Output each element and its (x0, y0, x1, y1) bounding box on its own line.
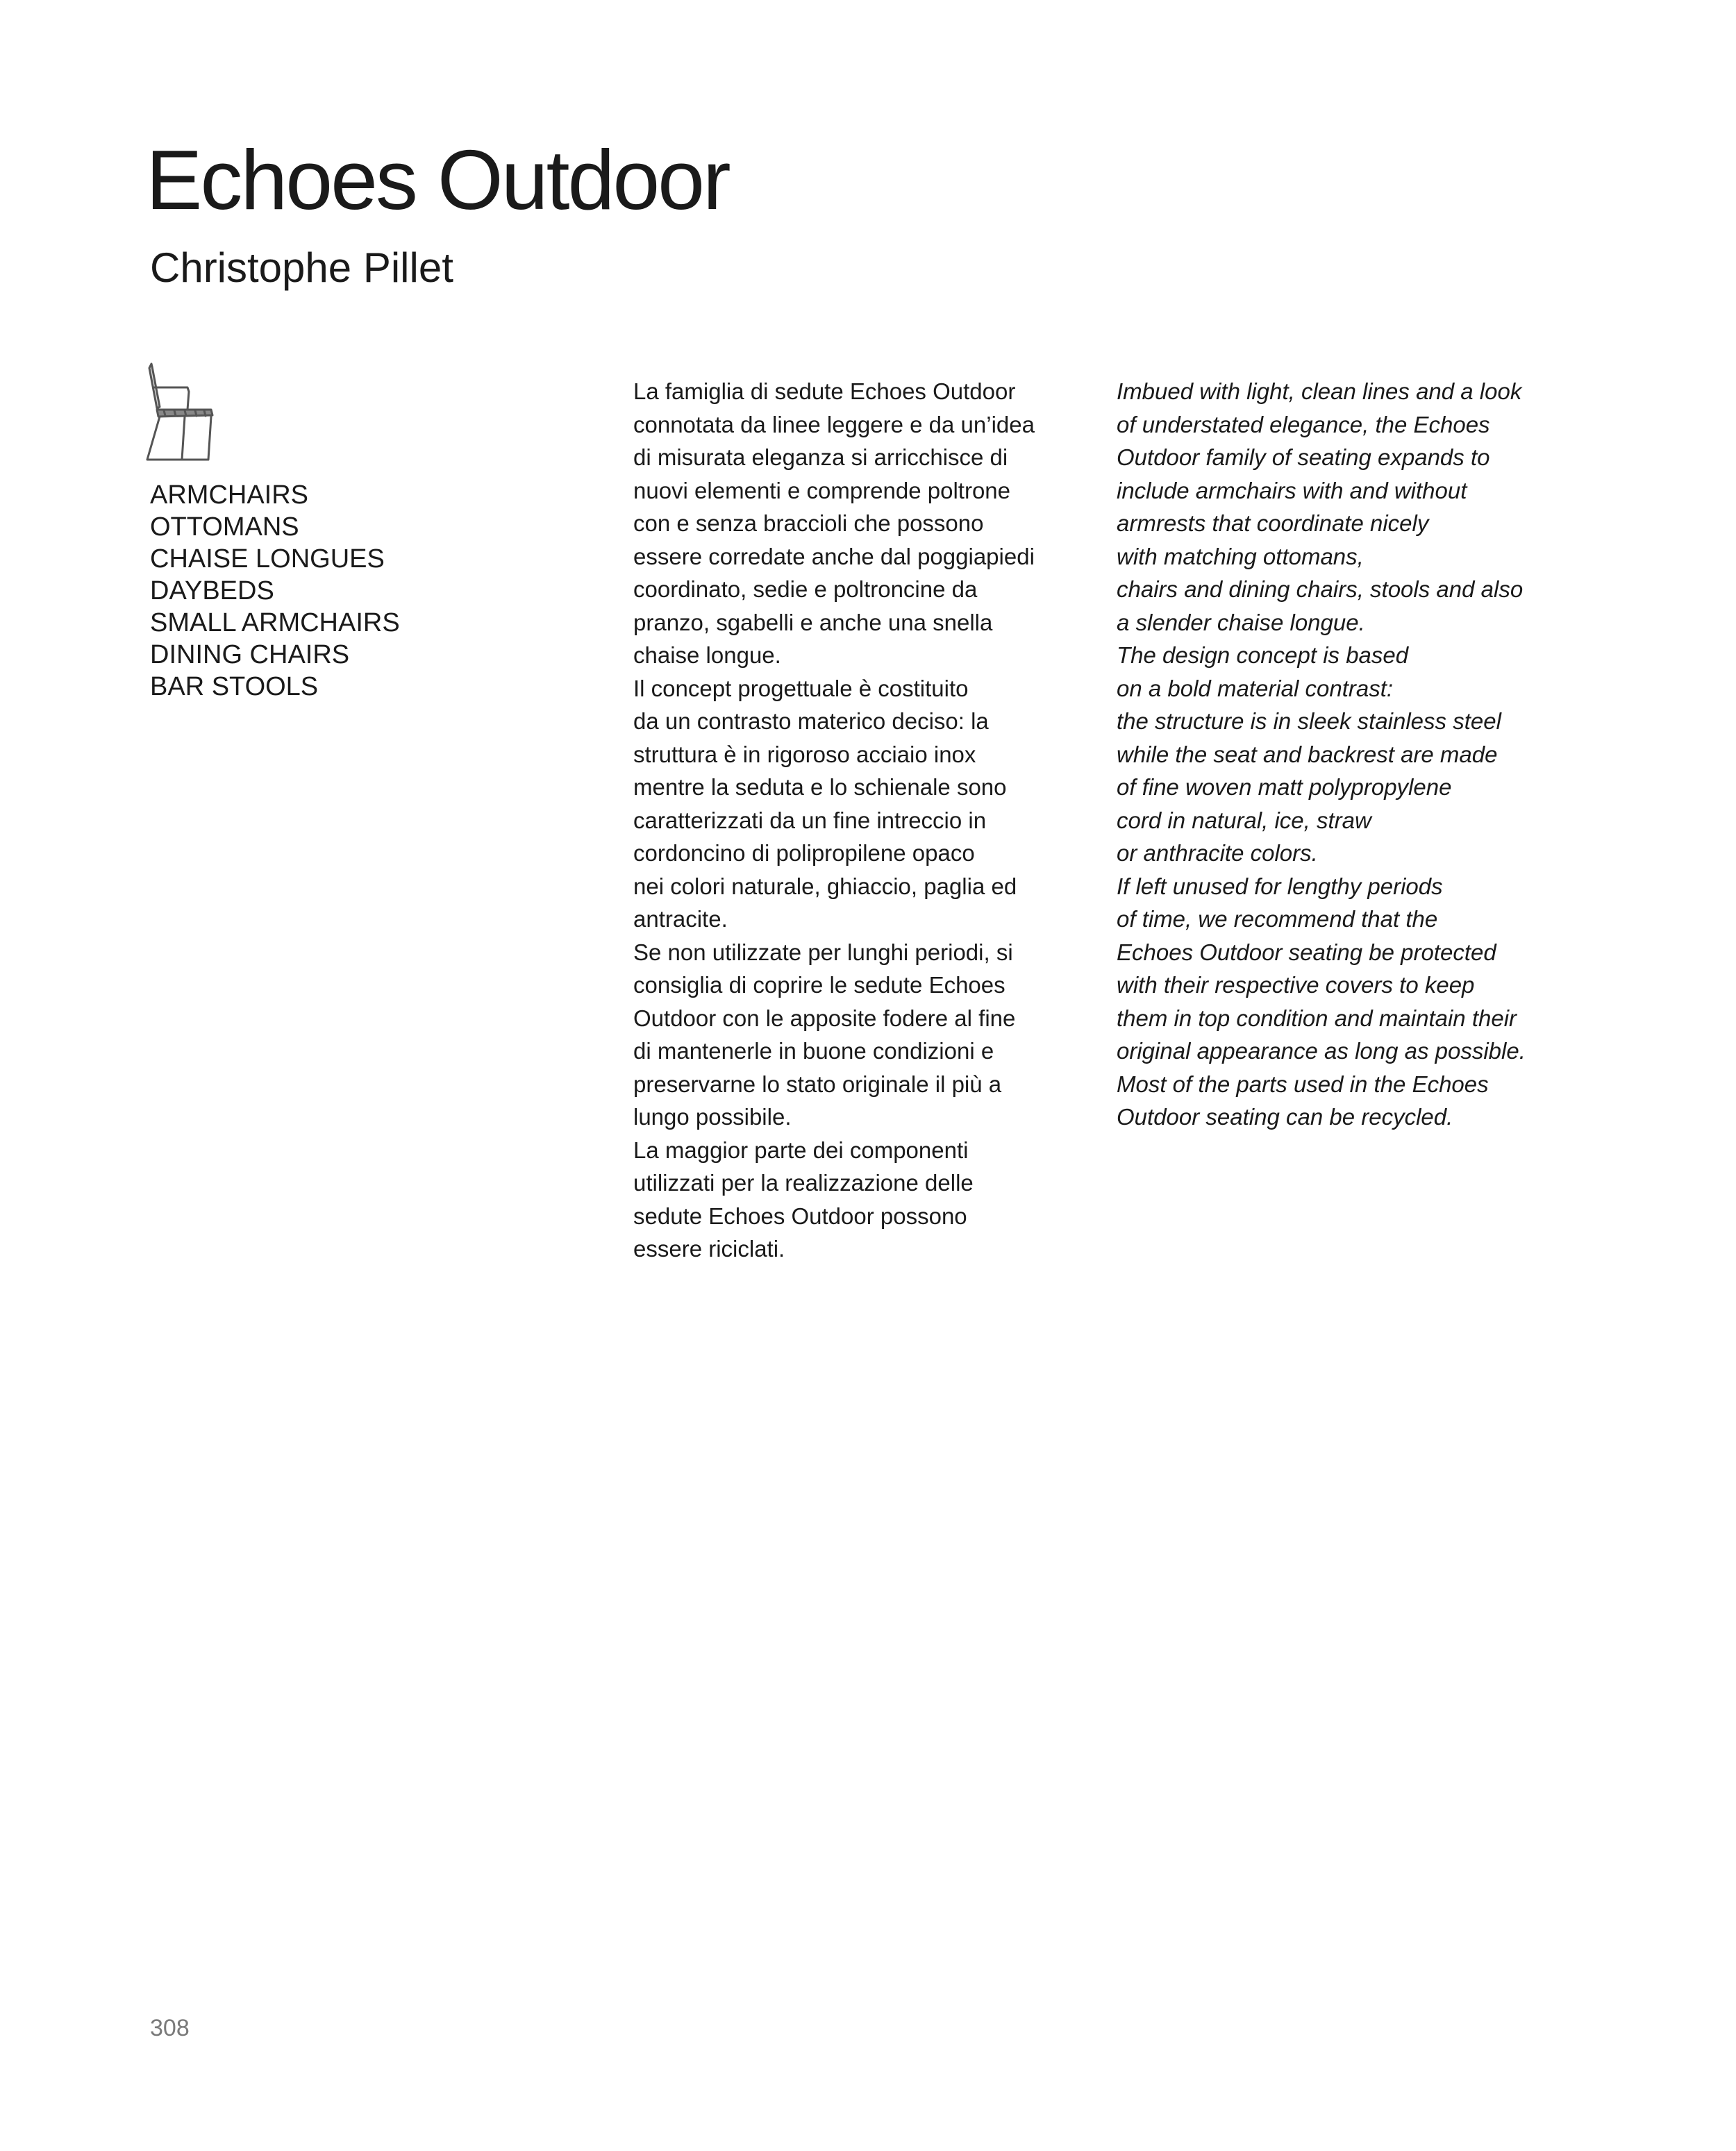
text-line: or anthracite colors. (1117, 840, 1318, 866)
text-line: con e senza braccioli che possono (633, 510, 984, 536)
category-daybeds: DAYBEDS (150, 576, 274, 605)
text-line: original appearance as long as possible. (1117, 1038, 1526, 1064)
category-armchairs: ARMCHAIRS (150, 480, 309, 510)
category-chaise-longues: CHAISE LONGUES (150, 544, 385, 574)
text-line: di mantenerle in buone condizioni e (633, 1038, 994, 1064)
page-number: 308 (150, 2015, 190, 2041)
text-line: mentre la seduta e lo schienale sono (633, 774, 1007, 800)
text-line: Outdoor seating can be recycled. (1117, 1104, 1453, 1130)
category-list (150, 479, 400, 703)
text-line: chaise longue. (633, 642, 781, 668)
text-line: armrests that coordinate nicely (1117, 510, 1429, 536)
category-dining-chairs: DINING CHAIRS (150, 640, 350, 669)
text-line: with their respective covers to keep (1117, 972, 1475, 998)
text-line: Imbued with light, clean lines and a look (1117, 378, 1522, 404)
page-title: Echoes Outdoor (146, 133, 729, 227)
text-line: while the seat and backrest are made (1117, 741, 1498, 767)
text-line: consiglia di coprire le sedute Echoes (633, 972, 1005, 998)
text-line: La maggior parte dei componenti (633, 1137, 969, 1163)
text-line: sedute Echoes Outdoor possono (633, 1203, 967, 1229)
text-line: nei colori naturale, ghiaccio, paglia ed (633, 873, 1017, 899)
italian-description (633, 375, 1035, 1266)
text-line: da un contrasto materico deciso: la (633, 708, 989, 734)
category-ottomans: OTTOMANS (150, 512, 299, 542)
text-line: connotata da linee leggere e da un’idea (633, 411, 1035, 437)
text-line: caratterizzati da un fine intreccio in (633, 807, 987, 833)
text-line: If left unused for lengthy periods (1117, 873, 1443, 899)
text-line: Outdoor con le apposite fodere al fine (633, 1005, 1016, 1031)
text-line: coordinato, sedie e poltroncine da (633, 576, 978, 602)
text-line: with matching ottomans, (1117, 543, 1364, 569)
text-line: Il concept progettuale è costituito (633, 675, 969, 701)
text-line: them in top condition and maintain their (1117, 1005, 1517, 1031)
text-line: antracite. (633, 906, 728, 932)
text-line: pranzo, sgabelli e anche una snella (633, 609, 993, 635)
text-line: essere corredate anche dal poggiapiedi (633, 543, 1035, 569)
text-line: struttura è in rigoroso acciaio inox (633, 741, 976, 767)
text-line: the structure is in sleek stainless steel (1117, 708, 1501, 734)
text-line: preservarne lo stato originale il più a (633, 1071, 1002, 1097)
category-small-armchairs: SMALL ARMCHAIRS (150, 608, 400, 637)
text-line: Outdoor family of seating expands to (1117, 444, 1490, 470)
text-line: cordoncino di polipropilene opaco (633, 840, 975, 866)
text-line: La famiglia di sedute Echoes Outdoor (633, 378, 1016, 404)
text-line: The design concept is based (1117, 642, 1409, 668)
text-line: nuovi elementi e comprende poltrone (633, 477, 1011, 503)
text-line: include armchairs with and without (1117, 477, 1467, 503)
text-line: on a bold material contrast: (1117, 675, 1394, 701)
text-line: Most of the parts used in the Echoes (1117, 1071, 1489, 1097)
text-line: di misurata eleganza si arricchisce di (633, 444, 1008, 470)
text-line: Se non utilizzate per lunghi periodi, si (633, 939, 1013, 965)
text-line: cord in natural, ice, straw (1117, 807, 1371, 833)
text-line: utilizzati per la realizzazione delle (633, 1170, 974, 1196)
text-line: essere riciclati. (633, 1236, 785, 1262)
text-line: of time, we recommend that the (1117, 906, 1438, 932)
armchair-outline-icon (143, 361, 219, 465)
text-line: Echoes Outdoor seating be protected (1117, 939, 1496, 965)
text-line: chairs and dining chairs, stools and also (1117, 576, 1524, 602)
text-line: a slender chaise longue. (1117, 609, 1365, 635)
category-bar-stools: BAR STOOLS (150, 672, 319, 701)
text-line: lungo possibile. (633, 1104, 792, 1130)
text-line: of understated elegance, the Echoes (1117, 411, 1490, 437)
text-line: of fine woven matt polypropylene (1117, 774, 1452, 800)
designer-name: Christophe Pillet (150, 244, 453, 291)
english-description (1117, 375, 1526, 1134)
